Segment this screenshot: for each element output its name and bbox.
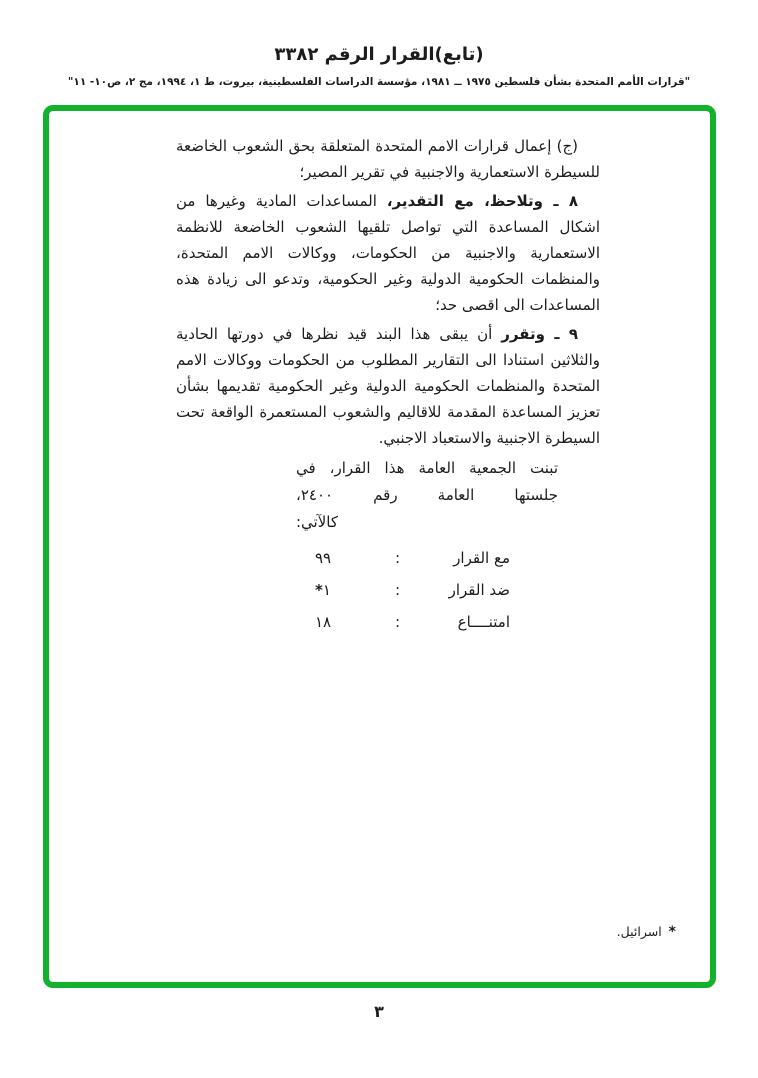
subparagraph-j: (ج) إعمال قرارات الامم المتحدة المتعلقة بحق الشعوب الخاضعة للسيطرة الاستعمارية والاجنبية في تقرير المصير؛ [176, 137, 600, 181]
paragraph-9-lead: ٩ ـ وتقرر [501, 325, 578, 343]
vote-label: مع القرار [453, 549, 510, 567]
vote-row-abstentions [314, 606, 510, 638]
vote-label: امتنــــاع [457, 613, 510, 631]
vote-value: ١* [315, 581, 331, 599]
paragraph-8-lead: ٨ ـ وتلاحظ، مع التقدير، [386, 192, 579, 210]
operative-paragraph-9 [176, 321, 600, 451]
vote-separator: : [394, 613, 400, 631]
footnote-text: اسرائيل. [616, 924, 662, 939]
paragraph-9-body: أن يبقى هذا البند قيد نظرها في دورتها الحادية والثلاثين استنادا الى التقارير المطلوب من الحكومات ووكالات الامم المتحدة والمنظمات الحكومية الدولية وغير الحكومية تقديمها بشأن تعزيز المساعدة المقدمة للاقاليم والشعوب المستعمرة الواقعة تحت السيطرة الاجنبية والاستعباد الاجنبي. [176, 325, 600, 447]
vote-tally [314, 542, 510, 638]
adoption-line-3: كالآتي: [296, 513, 338, 531]
source-citation: "قرارات الأمم المتحدة بشأن فلسطين ١٩٧٥ ــ ١٩٨١، مؤسسة الدراسات الفلسطينية، بيروت، ط ١، ١٩٩٤، مج ٢، ص١٠- ١١" [67, 76, 691, 88]
vote-footnote-marker: * [315, 581, 323, 599]
page-title: (تابع)القرار الرقم ٣٣٨٢ [274, 44, 484, 65]
adoption-line-1: تبنت الجمعية العامة هذا القرار، في [296, 459, 558, 477]
adoption-clause [296, 455, 558, 536]
vote-label: ضد القرار [448, 581, 510, 599]
vote-row-against [314, 574, 510, 606]
operative-paragraph-8 [176, 188, 600, 318]
content-frame [43, 105, 716, 988]
vote-separator: : [394, 581, 400, 599]
asterisk-icon: * [668, 924, 676, 940]
paragraph-8-body: المساعدات المادية وغيرها من اشكال المساعدة التي تواصل تلقيها الشعوب الخاضعة للانظمة الاستعمارية والاجنبية من الحكومات، ووكالات الامم المتحدة، والمنظمات الحكومية الدولية وغير الحكومية، وتدعو الى زيادة هذه المساعدات الى اقصى حد؛ [176, 192, 600, 314]
adoption-line-2: جلستها العامة رقم ٢٤٠٠، [296, 486, 558, 504]
vote-separator: : [394, 549, 400, 567]
vote-value: ٩٩ [315, 549, 332, 567]
footnote [617, 924, 676, 940]
resolution-text [176, 133, 600, 638]
page-number: ٣ [374, 1002, 384, 1021]
vote-value: ١٨ [315, 613, 332, 631]
vote-row-in-favour [314, 542, 510, 574]
